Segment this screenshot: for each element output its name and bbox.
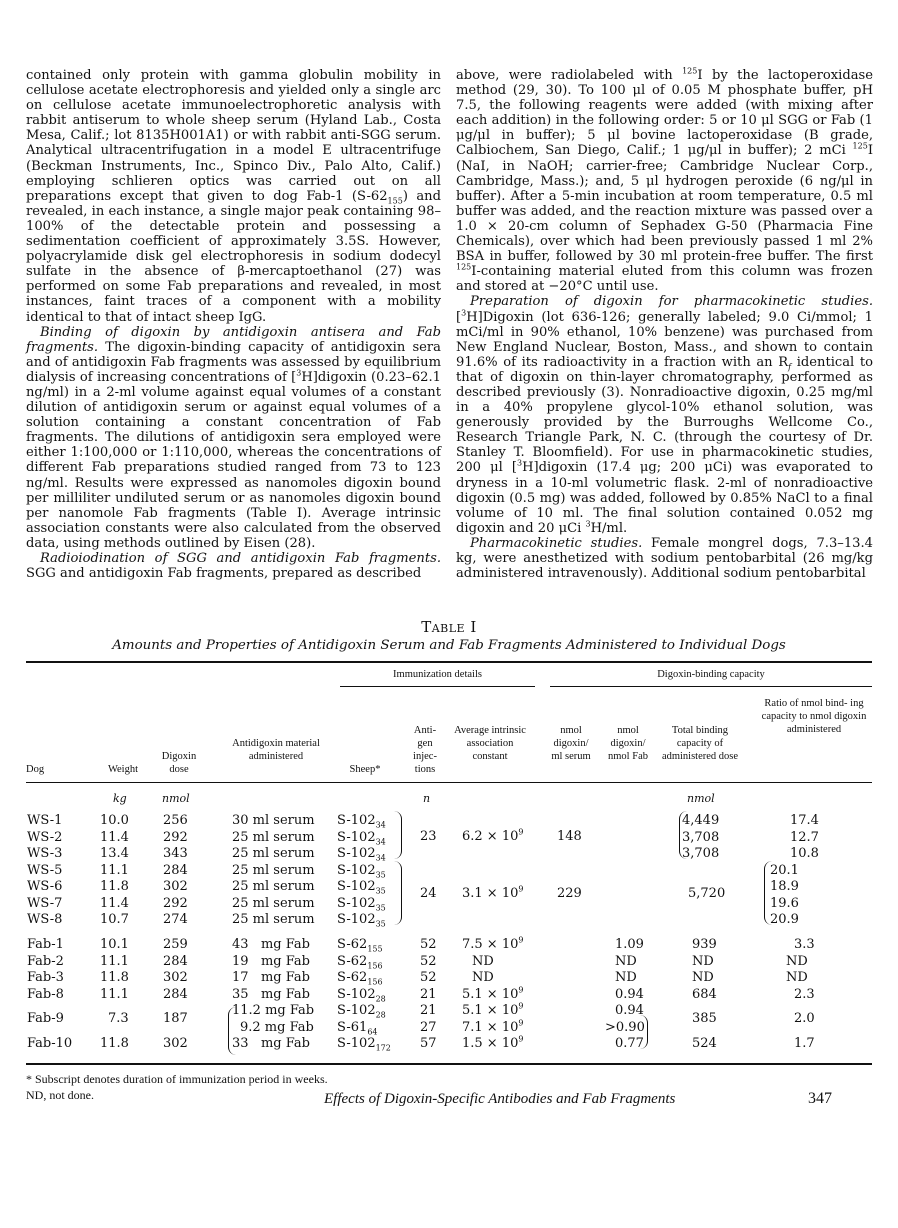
constant-mantissa: 6.2 × 10: [462, 829, 519, 844]
sheep-weeks-subscript: 35: [375, 886, 386, 896]
brace-sheep-group-b: [393, 861, 402, 925]
cell-dog: WS-1: [27, 813, 63, 828]
cell-ratio: 20.1: [770, 862, 799, 878]
text-run: [: [456, 309, 462, 325]
col-header-dog: Dog: [26, 764, 45, 775]
cell-constant: [472, 970, 494, 986]
cell-weight: 11.8: [100, 879, 129, 894]
cell-weight: 11.8: [100, 1036, 129, 1051]
subscript: f: [788, 362, 792, 372]
text-run: identical to that of digoxin on thin-layer chromatography, performed as described previously (3). Nonradioactive digoxin, 0.25 mg/ml in a 40% propylene glycol-10% ethanol solution, was generously provided by the Burroughs Wellcome Co., Research Triangle Park, N. C. (through the courtesy of Dr. Stanley T. Bloomfield). For use in pharmacokinetic studies, 200 μl [: [456, 354, 874, 476]
cell-per-fab: ND: [615, 970, 637, 985]
col-header-total: Total binding capacity of administered dose: [661, 725, 739, 762]
cell-dose: 284: [163, 986, 188, 1002]
superscript: 125: [852, 142, 868, 152]
constant-mantissa: 7.5 × 10: [462, 937, 519, 952]
cell-sheep: [337, 954, 383, 970]
sheep-weeks-subscript: 34: [375, 820, 386, 830]
cell-total: 385: [692, 1011, 717, 1026]
running-footer-title: Effects of Digoxin-Specific Antibodies and Fab Fragments: [324, 1091, 676, 1107]
col-header-sheep: Sheep*: [349, 764, 381, 775]
cell-ratio: 18.9: [770, 879, 799, 894]
paragraph: [26, 68, 441, 325]
exponent: 9: [518, 884, 524, 894]
cell-sheep: [337, 896, 386, 912]
table-header-rule: [26, 782, 872, 783]
paragraph-binding: [26, 325, 441, 551]
cell-dog: WS-6: [27, 879, 63, 894]
sheep-id: S-102: [337, 1003, 376, 1018]
cell-injections: 57: [420, 1036, 437, 1051]
cell-total: 3,708: [682, 829, 720, 845]
section-run-head: Pharmacokinetic studies.: [470, 535, 643, 551]
table-label: [0, 618, 898, 636]
cell-sheep: [337, 830, 386, 846]
cell-per-ml-group-b: 229: [557, 886, 582, 901]
cell-per-fab: 1.09: [615, 937, 644, 952]
cell-weight: 11.1: [100, 986, 129, 1002]
cell-sheep: [337, 879, 386, 895]
paragraph: [456, 68, 873, 294]
cell-material: 30 ml serum: [232, 813, 315, 828]
text-run: I by the lactoperoxidase method (29, 30). To 100 μl of 0.05 M phosphate buffer, pH 7.5, the following reagents were added (with mixing after each addition) in the following order: 5 or 10 μl SGG or Fab (1 μg/μl in buffer); 5 μl bovine lactoperoxidase (B grade, Calbiochem, San Diego, Calif.; 1 μg/μl in buffer); 2 mCi: [456, 68, 874, 159]
cell-material: 9.2 mg Fab: [240, 1019, 314, 1035]
cell-dose: 256: [163, 813, 188, 828]
sheep-weeks-subscript: 155: [367, 944, 383, 954]
cell-dose: 284: [163, 862, 188, 878]
superscript: 3: [296, 368, 302, 378]
cell-material: 17 mg Fab: [232, 970, 310, 985]
cell-dog: WS-8: [27, 912, 63, 927]
cell-material: 25 ml serum: [232, 879, 315, 894]
table-bottom-rule: [26, 1063, 872, 1065]
sheep-weeks-subscript: 34: [375, 853, 386, 863]
table-top-rule: [26, 661, 872, 663]
sheep-weeks-subscript: 35: [375, 903, 386, 913]
cell-dog: Fab-3: [27, 970, 64, 985]
cell-per-fab: 0.77: [615, 1036, 644, 1051]
cell-constant: [462, 937, 523, 953]
cell-constant: [462, 987, 523, 1003]
cell-constant: [462, 1036, 523, 1052]
cell-material: 25 ml serum: [232, 829, 315, 845]
text-run: H]digoxin (0.23–62.1 ng/ml) in a 2-ml volume against equal volumes of a constant dilution of antidigoxin serum or against equal volumes of a solution containing a constant concentration of Fab fragments. The dilutions of antidigoxin sera employed were either 1:100,000 or 1:110,000, whereas the concentrations of different Fab preparations studied ranged from 73 to 123 ng/ml. Results were expressed as nanomoles digoxin bound per milliliter undiluted serum or as nanomoles digoxin bound per nanomole Fab fragments (Table I). Average intrinsic association constants were also calculated from the observed data, using methods outlined by Eisen (28).: [26, 369, 441, 551]
cell-weight: 11.8: [100, 970, 129, 985]
cell-constant-group-a: [462, 829, 523, 845]
section-run-head: Preparation of digoxin for pharmacokinetic studies.: [470, 294, 873, 310]
cell-dose: 187: [163, 1011, 188, 1026]
superscript: 3: [516, 459, 523, 469]
section-run-head: Radioiodination of SGG and antidigoxin Fab fragments.: [40, 551, 441, 566]
cell-constant-group-b: [462, 886, 523, 902]
cell-sheep: [337, 1020, 378, 1036]
cell-total: 684: [692, 986, 717, 1002]
sheep-weeks-subscript: 28: [375, 994, 386, 1004]
cell-per-fab: >0.90: [605, 1019, 645, 1035]
subscript: 155: [387, 196, 403, 206]
binding-group-rule: [550, 686, 872, 687]
constant-mantissa: ND: [472, 970, 494, 985]
cell-material: 19 mg Fab: [232, 953, 310, 969]
cell-ratio: 19.6: [770, 895, 799, 911]
text-run: The digoxin-binding capacity of antidigoxin sera and of antidigoxin Fab fragments was assessed by equilibrium dialysis of increasing concentrations of [: [26, 339, 441, 385]
cell-weight: 11.4: [100, 829, 129, 845]
sheep-weeks-subscript: 172: [375, 1043, 391, 1053]
exponent: 9: [518, 827, 524, 837]
cell-injections: 52: [420, 937, 437, 952]
exponent: 9: [518, 935, 524, 945]
cell-dose: 302: [163, 879, 188, 894]
cell-total: ND: [692, 953, 714, 969]
cell-ratio: ND: [786, 970, 808, 985]
sheep-id: S-61: [337, 1019, 368, 1035]
cell-constant: [462, 1003, 523, 1019]
sheep-weeks-subscript: 156: [367, 961, 383, 971]
cell-sheep: [337, 1036, 391, 1052]
sheep-weeks-subscript: 35: [375, 919, 386, 929]
sheep-weeks-subscript: 28: [375, 1010, 386, 1020]
sheep-id: S-102: [337, 879, 376, 894]
cell-dose: 292: [163, 895, 188, 911]
text-run: I (NaI, in NaOH; carrier-free; Cambridge Nuclear Corp., Cambridge, Mass.); and, 5 μl hydrogen peroxide (6 ng/μl in buffer). After a 5-min incubation at room temperature, 0.5 ml buffer was added, and the reaction mixture was passed over a 1.0 × 20-cm column of Sephadex G-50 (Pharmacia Fine Chemicals), over which had been previously passed 1 ml 2% BSA in buffer, followed by 30 ml protein-free buffer. The first: [456, 143, 873, 265]
cell-dog: Fab-9: [27, 1011, 64, 1026]
cell-weight: 11.1: [100, 862, 129, 878]
text-run: contained only protein with gamma globulin mobility in cellulose acetate electrophoresis and yielded only a single arc on cellulose acetate immunoelectrophoretic analysis with rabbit antiserum to whole sheep serum (Hyland Lab., Costa Mesa, Calif.; lot 8135H001A1) or with rabbit anti-SGG serum. Analytical ultracentrifugation in a model E ultracentrifuge (Beckman Instruments, Inc., Spinco Div., Palo Alto, Calif.) employing schlieren optics was carried out on all preparations except that given to dog Fab-1 (S-62: [26, 68, 441, 204]
text-run: H]digoxin (17.4 μg; 200 μCi) was evaporated to dryness in a 10-ml volumetric flask. 2-ml of nonradioactive digoxin (0.5 mg) was added, followed by 0.85% NaCl to a final volume of 10 ml. The final solution contained 0.052 mg digoxin and 20 μCi: [456, 460, 874, 536]
cell-total-group-b: 5,720: [688, 886, 726, 901]
cell-ratio: 1.7: [794, 1036, 815, 1051]
cell-dog: WS-7: [27, 895, 63, 911]
cell-ratio: 3.3: [794, 937, 815, 952]
cell-per-fab: 0.94: [615, 1003, 644, 1018]
cell-total: 939: [692, 937, 717, 952]
cell-material: 25 ml serum: [232, 846, 315, 861]
paragraph-radioiodination: [26, 551, 441, 581]
cell-ratio: 2.3: [794, 986, 815, 1002]
footnote-subscript: * Subscript denotes duration of immunization period in weeks.: [26, 1072, 328, 1086]
cell-injections-group-b: 24: [420, 886, 437, 901]
left-text-column: [26, 68, 441, 581]
cell-weight: 11.4: [100, 895, 129, 911]
cell-per-fab: 0.94: [615, 986, 644, 1002]
constant-mantissa: 3.1 × 10: [462, 886, 519, 901]
col-header-per-ml: nmol digoxin/ ml serum: [551, 725, 591, 762]
superscript: 3: [461, 308, 467, 318]
cell-weight: 10.1: [100, 937, 129, 952]
cell-dog: WS-2: [27, 829, 63, 845]
cell-dog: WS-5: [27, 862, 63, 878]
sheep-weeks-subscript: 35: [375, 870, 386, 880]
paragraph-pharmacokinetic: [456, 536, 873, 581]
cell-dose: 284: [163, 953, 188, 969]
constant-mantissa: 1.5 × 10: [462, 1036, 519, 1051]
cell-ratio: 17.4: [790, 813, 819, 828]
cell-injections-group-a: 23: [420, 829, 437, 844]
cell-sheep: [337, 987, 386, 1003]
text-run: above, were radiolabeled with: [456, 68, 683, 83]
cell-sheep: [337, 912, 386, 928]
brace-per-fab-fab9: [640, 1015, 648, 1049]
cell-sheep: [337, 970, 383, 986]
cell-injections: 21: [420, 1003, 437, 1018]
cell-weight: 10.0: [100, 813, 129, 828]
cell-total: ND: [692, 970, 714, 985]
constant-mantissa: 5.1 × 10: [462, 986, 519, 1002]
cell-dose: 274: [163, 912, 188, 927]
sheep-id: S-102: [337, 1036, 376, 1051]
cell-weight: 7.3: [108, 1011, 129, 1026]
cell-ratio: ND: [786, 953, 808, 969]
cell-dose: 343: [163, 846, 188, 861]
table-label-initial: T: [421, 618, 432, 636]
col-header-weight: Weight: [107, 764, 139, 775]
superscript: 125: [456, 262, 472, 272]
sheep-id: S-102: [337, 895, 376, 911]
constant-mantissa: 7.1 × 10: [462, 1019, 519, 1035]
cell-injections: 27: [420, 1019, 437, 1035]
cell-dog: Fab-2: [27, 953, 64, 969]
cell-injections: 52: [420, 953, 437, 969]
group-header-binding: Digoxin-binding capacity: [657, 669, 765, 680]
cell-per-ml-group-a: 148: [557, 829, 582, 844]
col-header-injections: Anti- gen injec- tions: [413, 725, 437, 775]
cell-injections: 52: [420, 970, 437, 985]
page-number: 347: [808, 1090, 832, 1107]
cell-weight: 10.7: [100, 912, 129, 927]
cell-per-fab: ND: [615, 953, 637, 969]
cell-total: 524: [692, 1036, 717, 1051]
section-run-head: Binding of digoxin by antidigoxin antisera and Fab fragments.: [26, 324, 441, 355]
cell-sheep: [337, 813, 386, 829]
sheep-id: S-102: [337, 846, 376, 861]
cell-constant: [472, 954, 494, 970]
cell-sheep: [337, 846, 386, 862]
sheep-id: S-102: [337, 829, 376, 845]
cell-sheep: [337, 863, 386, 879]
brace-sheep-group-a: [393, 811, 402, 859]
brace-material-fab9: [228, 1007, 236, 1055]
cell-dog: Fab-1: [27, 937, 64, 952]
col-header-material: Antidigoxin material administered: [232, 738, 320, 762]
cell-dog: Fab-8: [27, 986, 64, 1002]
cell-material: 25 ml serum: [232, 912, 315, 927]
immunization-group-rule: [340, 686, 535, 687]
table-label-rest: able I: [431, 618, 477, 636]
group-header-immunization: Immunization details: [393, 669, 482, 680]
sheep-id: S-62: [337, 937, 368, 952]
cell-material: 25 ml serum: [232, 862, 315, 878]
cell-dog: WS-3: [27, 846, 63, 861]
text-run: H]Digoxin (lot 636-126; generally labeled; 9.0 Ci/mmol; 1 mCi/ml in 90% ethanol, 10% benzene) was purchased from New England Nuclear, Boston, Mass., and shown to contain 91.6% of its radioactivity in a fraction with an R: [456, 309, 873, 370]
cell-material: 43 mg Fab: [232, 937, 310, 952]
exponent: 9: [518, 1018, 524, 1028]
sheep-weeks-subscript: 64: [367, 1027, 378, 1037]
unit-total: nmol: [687, 792, 715, 805]
cell-total: 4,449: [682, 813, 720, 828]
cell-material: 25 ml serum: [232, 895, 315, 911]
constant-mantissa: 5.1 × 10: [462, 1003, 519, 1018]
col-header-ratio: Ratio of nmol bind- ing capacity to nmol digoxin administered: [761, 698, 867, 735]
superscript: 3: [585, 519, 591, 529]
cell-sheep: [337, 937, 383, 953]
cell-dose: 302: [163, 970, 188, 985]
col-header-dose: Digoxin dose: [161, 751, 197, 775]
unit-injections: n: [423, 792, 431, 805]
text-run: I-containing material eluted from this column was frozen and stored at −20°C until use.: [456, 264, 873, 295]
cell-injections: 21: [420, 986, 437, 1002]
sheep-weeks-subscript: 34: [375, 837, 386, 847]
exponent: 9: [518, 1034, 524, 1044]
cell-ratio: 2.0: [794, 1011, 815, 1026]
unit-weight: kg: [113, 792, 127, 805]
cell-ratio: 10.8: [790, 846, 819, 861]
brace-ratio-group-b: [764, 861, 772, 925]
text-run: Female mongrel dogs, 7.3–13.4 kg, were anesthetized with sodium pentobarbital (26 mg/kg administered intravenously). Additional sodium pentobarbital: [456, 535, 873, 582]
cell-material: 35 mg Fab: [232, 986, 310, 1002]
cell-ratio: 20.9: [770, 912, 799, 927]
cell-dog: Fab-10: [27, 1036, 73, 1051]
cell-material: 11.2 mg Fab: [232, 1003, 315, 1018]
cell-sheep: [337, 1003, 386, 1019]
paragraph-preparation: [456, 294, 873, 536]
right-text-column: [456, 68, 873, 581]
sheep-id: S-102: [337, 912, 376, 927]
sheep-id: S-102: [337, 862, 376, 878]
cell-material: 33 mg Fab: [232, 1036, 310, 1051]
text-run: ) and revealed, in each instance, a single major peak containing 98–100% of the detectable protein and possessing a sedimentation coefficient of approximately 3.5S. However, polyacrylamide disk gel electrophoresis in sodium dodecyl sulfate in the absence of β-mercaptoethanol (27) was performed on some Fab preparations and revealed, in most instances, faint traces of a component with a mobility identical to that of intact sheep IgG.: [26, 188, 441, 325]
cell-total: 3,708: [682, 846, 720, 861]
cell-dose: 292: [163, 829, 188, 845]
sheep-id: S-62: [337, 970, 368, 985]
sheep-id: S-102: [337, 986, 376, 1002]
sheep-id: S-102: [337, 813, 376, 828]
exponent: 9: [518, 1001, 524, 1011]
superscript: 125: [682, 66, 698, 76]
text-run: SGG and antidigoxin Fab fragments, prepared as described: [26, 566, 422, 582]
cell-dose: 259: [163, 937, 188, 952]
table-caption: Amounts and Properties of Antidigoxin Serum and Fab Fragments Administered to Individual Dogs: [112, 638, 786, 653]
col-header-per-fab: nmol digoxin/ nmol Fab: [608, 725, 648, 762]
sheep-id: S-62: [337, 953, 368, 969]
unit-dose: nmol: [162, 792, 190, 805]
exponent: 9: [518, 985, 524, 995]
footnote-nd: ND, not done.: [26, 1088, 94, 1102]
cell-weight: 13.4: [100, 846, 129, 861]
cell-ratio: 12.7: [790, 829, 819, 845]
cell-weight: 11.1: [100, 953, 129, 969]
col-header-constant: Average intrinsic association constant: [454, 725, 526, 762]
cell-constant: [462, 1020, 523, 1036]
sheep-weeks-subscript: 156: [367, 977, 383, 987]
brace-total-group-a: [679, 811, 687, 859]
text-run: H/ml.: [590, 520, 628, 536]
constant-mantissa: ND: [472, 953, 494, 969]
cell-dose: 302: [163, 1036, 188, 1051]
